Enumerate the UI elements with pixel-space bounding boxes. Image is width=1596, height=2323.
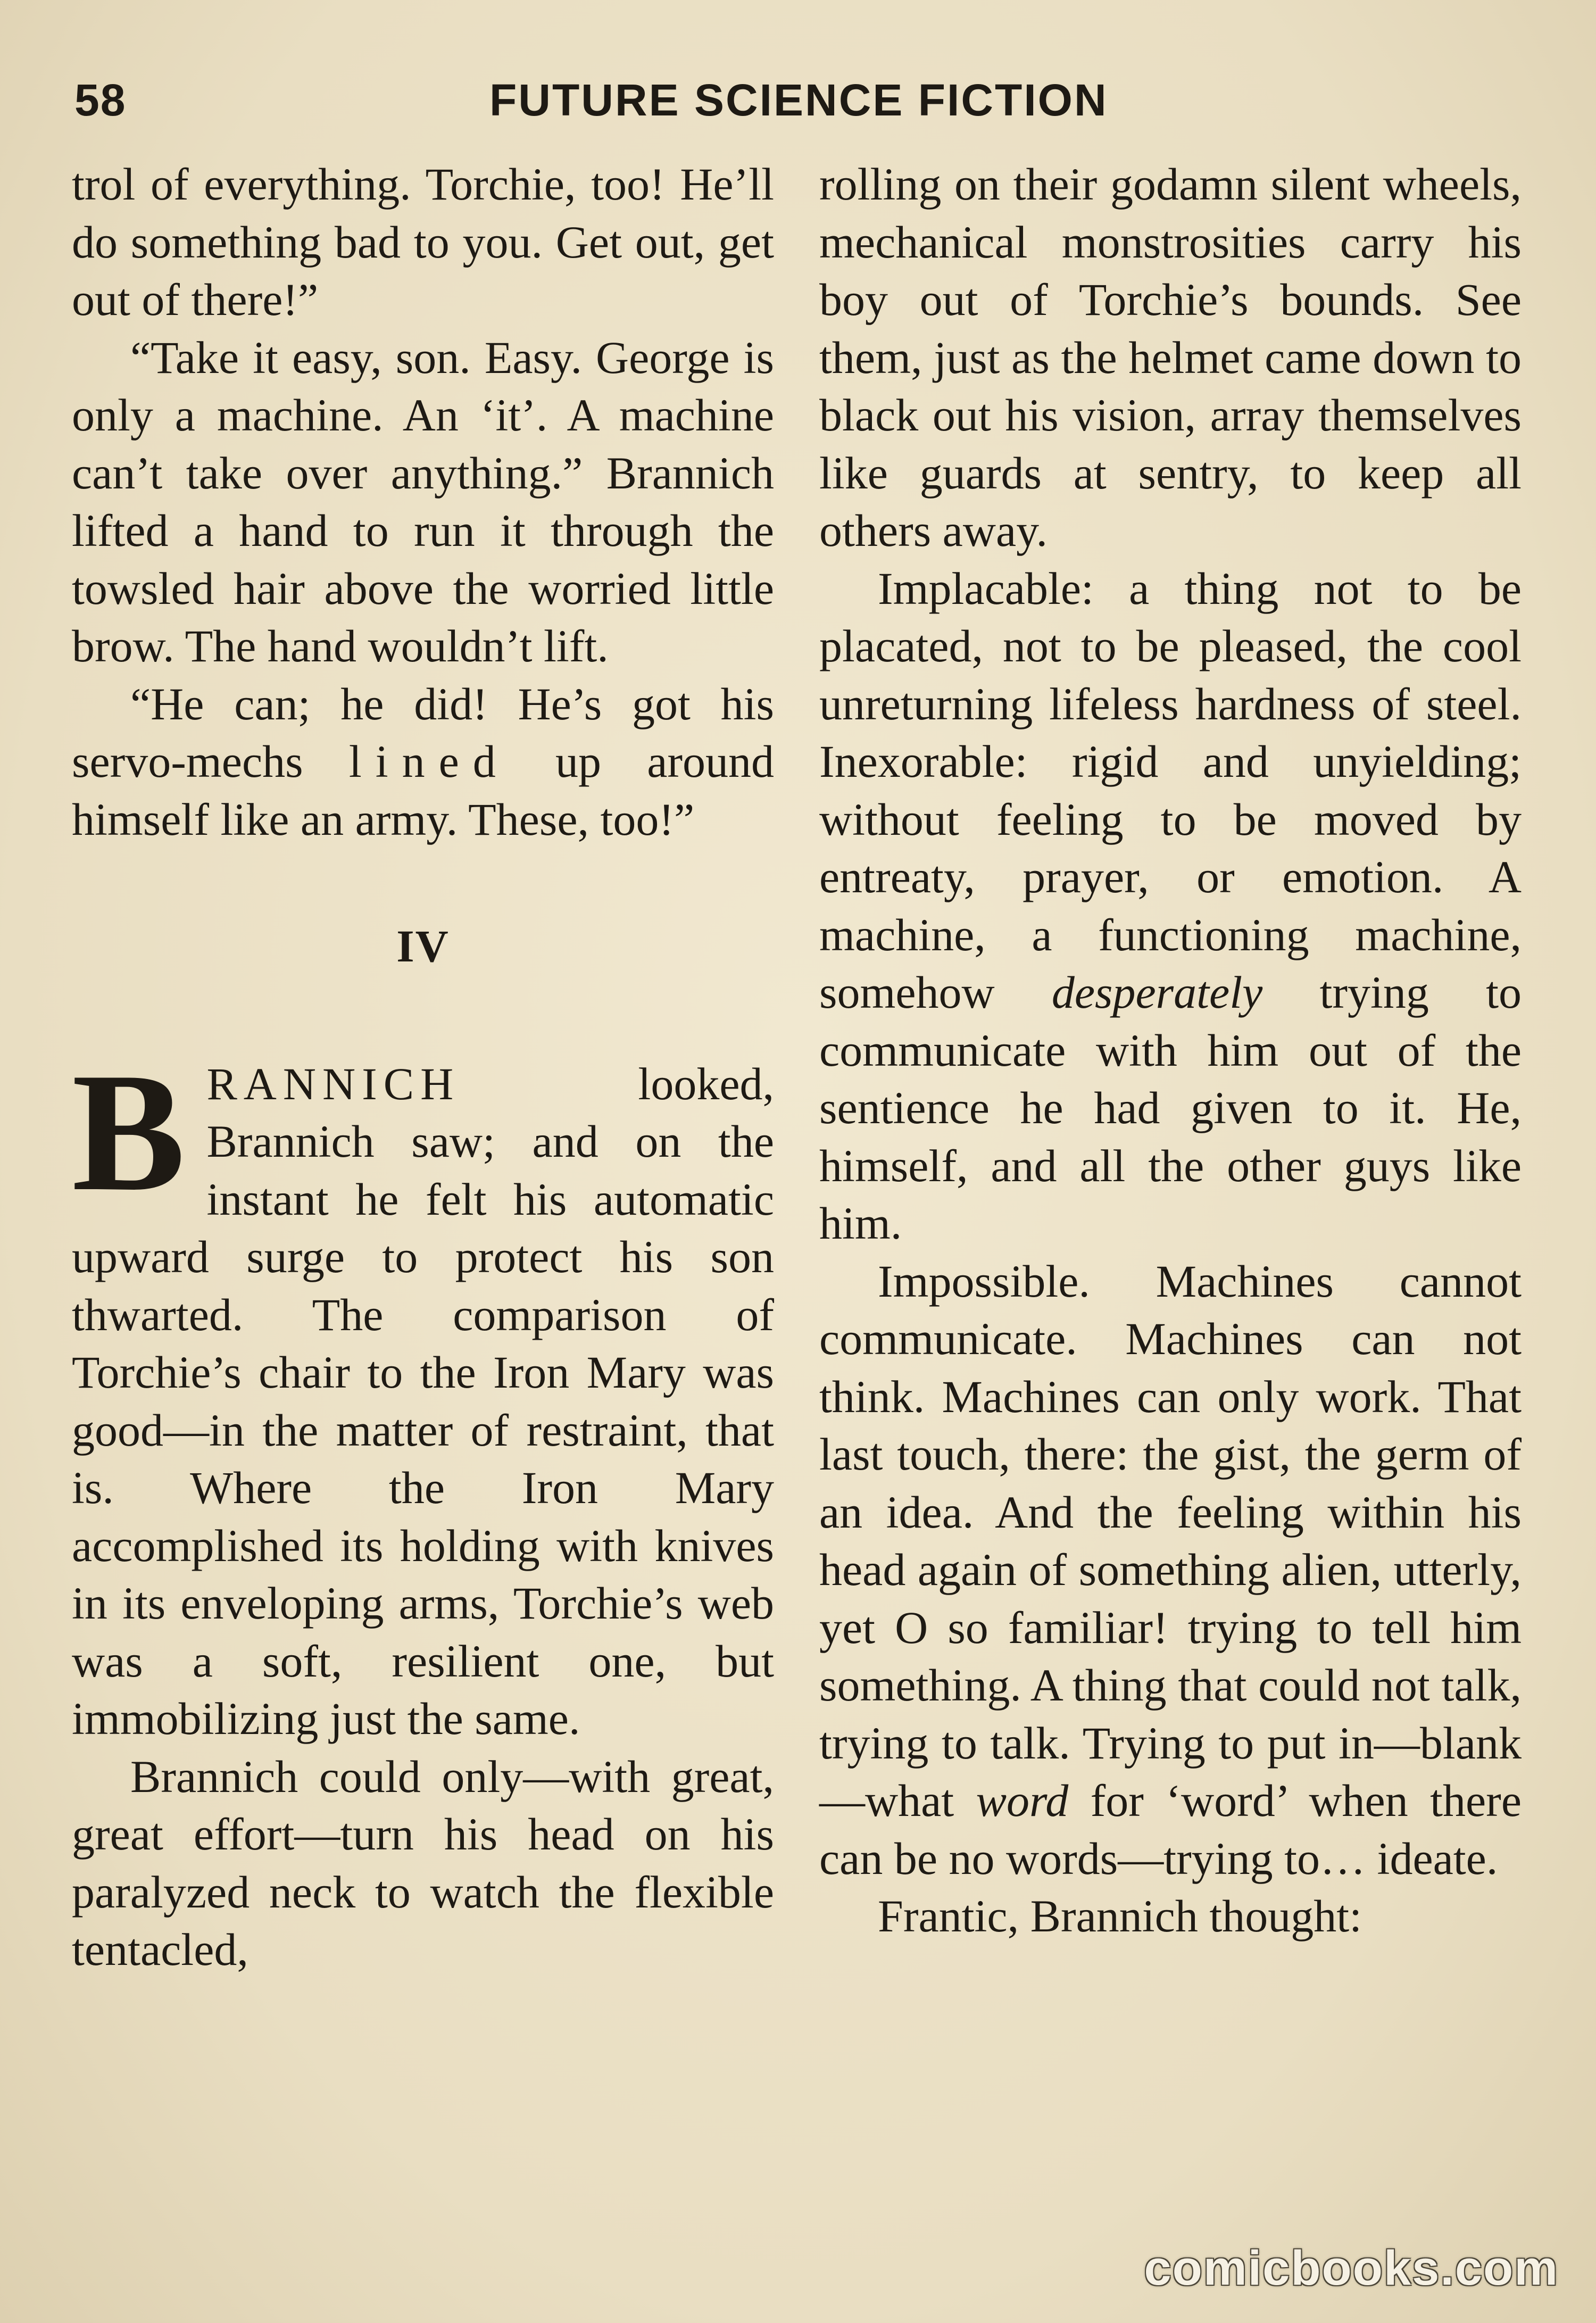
left-column xyxy=(72,155,774,2262)
text-run: up around himself like an army. These, too!” xyxy=(72,736,775,845)
running-title: FUTURE SCIENCE FICTION xyxy=(489,75,1108,125)
drop-cap: B xyxy=(72,1038,186,1226)
paragraph xyxy=(819,1252,1522,1888)
text-run: Impossible. Machines cannot communicate. Machines can not think. Machines can only work. That last touch, there: the gist, the germ of an idea. And the feeling within his head again of something alien, utterly, yet O so familiar! trying to tell him something. A thing that could not talk, trying to talk. Trying to put in—blank—what xyxy=(819,1255,1522,1826)
paragraph xyxy=(72,1038,774,1748)
letterspaced-word: lined xyxy=(348,736,510,787)
text-run: “He can; he did! He’s got his servo-mechs xyxy=(72,678,774,787)
chapter-heading: IV xyxy=(396,920,450,972)
text-run: trying to communicate with him out of the sentience he had given to it. He, himself, and all the other guys like him. xyxy=(819,967,1522,1249)
paragraph: Brannich could only—with great, great effort—turn his head on his paralyzed neck to watch the flexible tentacled, xyxy=(72,1750,774,1975)
page-number: 58 xyxy=(74,75,127,125)
italic-word: desperately xyxy=(1051,967,1263,1018)
text-run: Implacable: a thing not to be placated, not to be pleased, the cool unreturning lifeless hardness of steel. Inexorable: rigid and unyielding; without feeling to be moved by entreaty, prayer, or emotion. A machine, a functioning machine, somehow xyxy=(819,562,1522,1018)
small-caps-lead: RANNICH xyxy=(206,1058,460,1109)
paragraph: Frantic, Brannich thought: xyxy=(878,1890,1362,1942)
paragraph: rolling on their godamn silent wheels, mechanical monstrosities carry his boy out of Torchie’s bounds. See them, just as the helmet came down to black out his vision, array themselves like guards at sentry, to keep all others away. xyxy=(819,159,1522,556)
watermark: comicbooks.com xyxy=(1144,2241,1559,2295)
page-header xyxy=(74,74,1543,133)
paragraph: “Take it easy, son. Easy. George is only a machine. An ‘it’. A machine can’t take over anything.” Brannich lifted a hand to run it through the towsled hair above the worried little brow. The hand wouldn’t lift. xyxy=(72,331,774,671)
paragraph xyxy=(72,675,774,849)
text-run: looked, Brannich saw; and on the instant he felt his automatic upward surge to protect his son thwarted. The comparison of Torchie’s chair to the Iron Mary was good—in the matter of restraint, that is. Where the Iron Mary accomplished its holding with knives in its enveloping arms, Torchie’s web was a soft, resilient one, but immobilizing just the same. xyxy=(72,1058,774,1744)
paragraph: trol of everything. Torchie, too! He’ll do something bad to you. Get out, get out of there!” xyxy=(72,159,774,325)
text-run: for ‘word’ when there can be no words—trying to… ideate. xyxy=(819,1775,1522,1884)
paragraph xyxy=(819,560,1522,1252)
italic-word: word xyxy=(976,1775,1069,1826)
right-column xyxy=(819,155,1522,2262)
